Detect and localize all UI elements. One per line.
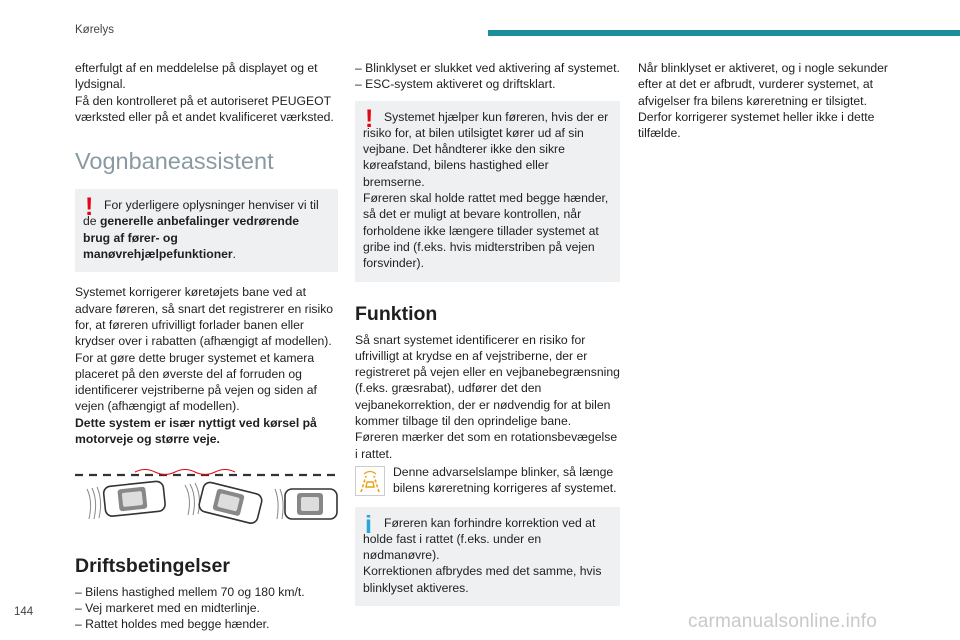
intro-paragraph: efterfulgt af en meddelelse på displayet og et lydsignal. xyxy=(75,61,318,92)
column-3 xyxy=(638,60,900,141)
info-box xyxy=(355,507,620,606)
body-paragraph: For at gøre dette bruger systemet et kamera placeret på den øverste del af forruden og identificerer vejstriberne på vejen og siden af vejen (afhængigt af modellen). xyxy=(75,350,317,414)
column-1 xyxy=(75,60,338,633)
lane-keep-warning-icon xyxy=(355,466,385,496)
function-paragraph: Så snart systemet identificerer en risiko for ufrivilligt at krydse en af vejstriberne, der er registreret på vejen eller en vejbanebegrænsning (f.eks. græsrabat), udfører det den vejbanekorrektion, der er nødvendig for at bilen kommer tilbage til den oprindelige bane. xyxy=(355,332,620,429)
intro-paragraph: Få den kontrolleret på et autoriseret PEUGEOT værksted eller på et andet kvalificeret værksted. xyxy=(75,93,334,124)
body-paragraph: Systemet korrigerer køretøjets bane ved at advare føreren, så snart det registrerer en risiko for, at føreren ufrivilligt forlader banen eller krydser over i rabatten (afhængigt af modellen). xyxy=(75,285,334,349)
warning-box xyxy=(75,189,338,272)
running-header: Kørelys xyxy=(75,24,114,36)
lane-correction-illustration xyxy=(75,467,338,525)
function-paragraph: Føreren mærker det som en rotationsbevægelse i rattet. xyxy=(355,430,618,461)
watermark: carmanualsonline.info xyxy=(688,611,878,632)
condition-item: – Rattet holdes med begge hænder. xyxy=(75,617,270,632)
section-title-lane-assist: Vognbaneassistent xyxy=(75,148,274,175)
warning-text: Føreren skal holde rattet med begge hænder, så det er muligt at bevare kontrollen, når forholdene ikke længere tillader systemet at gribe ind (f.eks. hvis midterstriben på vejen forsvinder). xyxy=(363,191,609,271)
column-2 xyxy=(355,60,620,606)
info-icon: i xyxy=(365,510,372,539)
warning-icon: ! xyxy=(85,193,94,222)
warning-text: Systemet hjælper kun føreren, hvis der er risiko for, at bilen utilsigtet kører ud af sin vejbane. Det håndterer ikke den sikre køreafstand, bilens hastighed eller bremserne. xyxy=(363,109,609,189)
header-accent-bar xyxy=(488,30,960,36)
condition-item: – Blinklyset er slukket ved aktivering af systemet. xyxy=(355,61,620,75)
section-title-conditions: Driftsbetingelser xyxy=(75,554,230,577)
warning-lamp-text: Denne advarselslampe blinker, så længe bilens køreretning korrigeres af systemet. xyxy=(393,464,617,496)
body-bold-paragraph: Dette system er især nyttigt ved kørsel på motorveje og større veje. xyxy=(75,415,317,447)
info-text: Føreren kan forhindre korrektion ved at holde fast i rattet (f.eks. under en nødmanøvre). xyxy=(363,515,596,563)
page-number: 144 xyxy=(14,606,34,618)
condition-item: – Bilens hastighed mellem 70 og 180 km/t. xyxy=(75,584,305,599)
column-3-paragraph: Når blinklyset er aktiveret, og i nogle sekunder efter at det er afbrudt, vurderer systemet, at afvigelser fra bilens køreretning er tilsigtet. Derfor korrigerer systemet heller ikke i dette tilfælde. xyxy=(638,61,888,141)
warning-box xyxy=(355,101,620,282)
section-title-function: Funktion xyxy=(355,302,438,325)
warning-lamp-row xyxy=(355,464,620,497)
condition-item: – Vej markeret med en midterlinje. xyxy=(75,600,260,615)
condition-item: – ESC-system aktiveret og driftsklart. xyxy=(355,77,556,92)
warning-icon: ! xyxy=(365,104,374,133)
warning-note: For yderligere oplysninger henviser vi til de generelle anbefalinger vedrørende brug af fører- og manøvrehjælpefunktioner. xyxy=(83,198,319,262)
info-text: Korrektionen afbrydes med det samme, hvis blinklyset aktiveres. xyxy=(363,564,602,595)
